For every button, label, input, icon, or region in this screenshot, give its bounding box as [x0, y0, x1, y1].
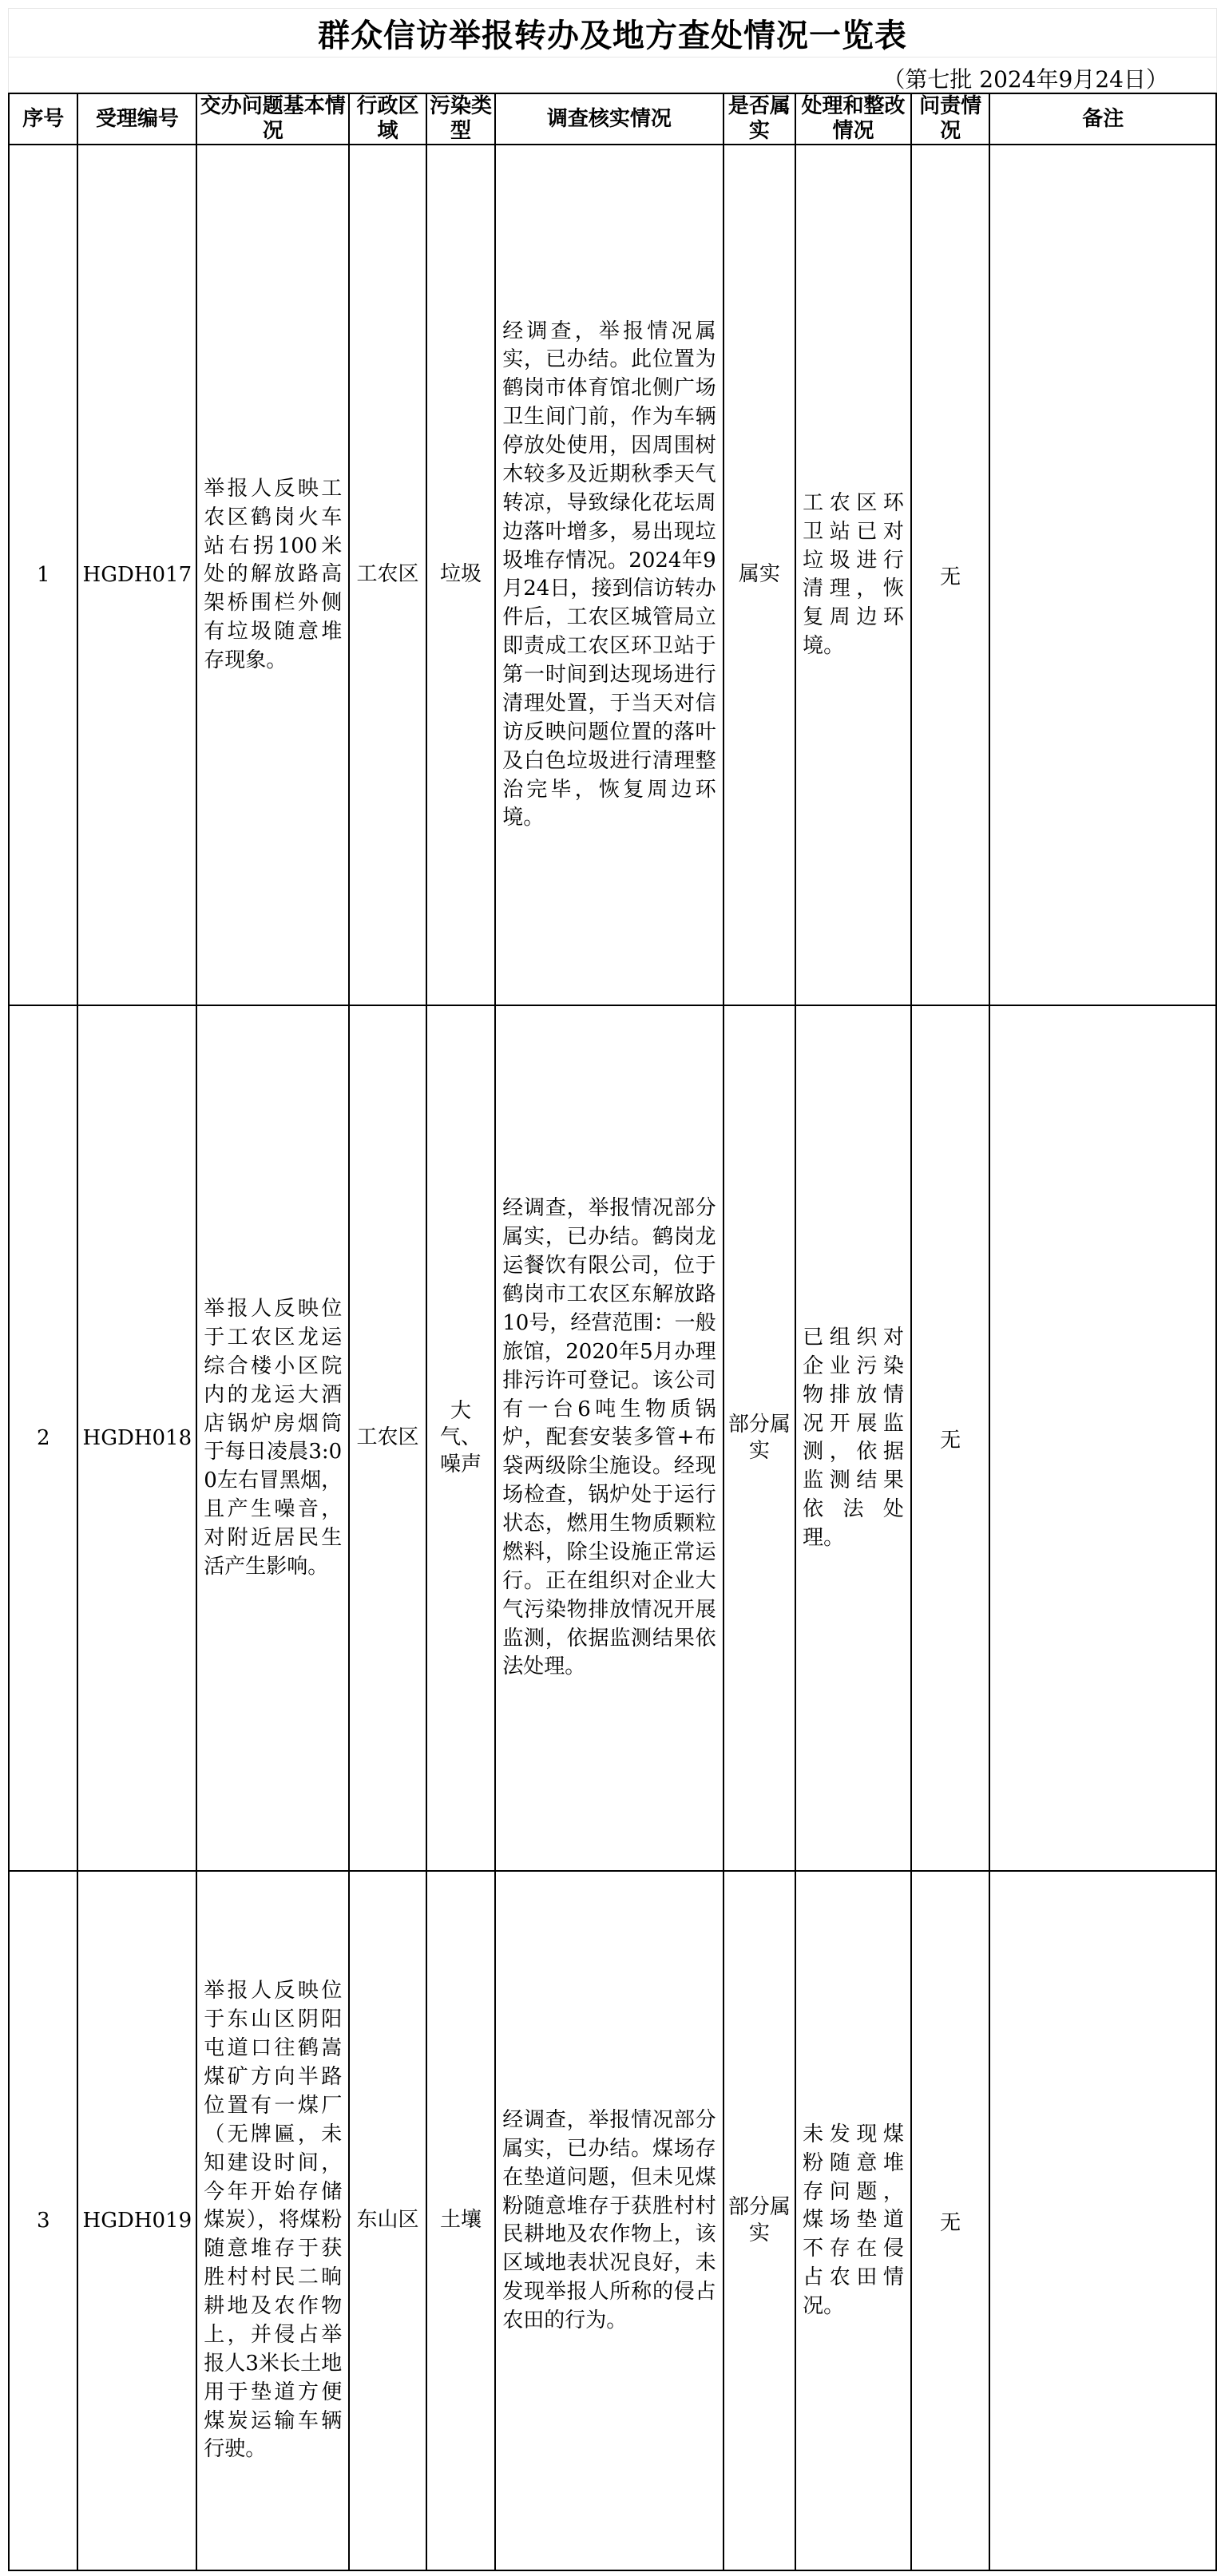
cell-remarks	[989, 1871, 1216, 2570]
cell-seq: 1	[9, 145, 77, 1005]
header-pollution: 污染类型	[426, 93, 495, 145]
cell-accountability: 无	[911, 1871, 990, 2570]
cell-verified: 属实	[724, 145, 795, 1005]
batch-date-text: （第七批 2024年9月24日）	[882, 66, 1168, 93]
cell-district: 工农区	[349, 145, 426, 1005]
cell-pollution: 垃圾	[426, 145, 495, 1005]
batch-date-line	[8, 57, 1217, 93]
cell-accountability: 无	[911, 145, 990, 1005]
header-seq: 序号	[9, 93, 77, 145]
table-row	[9, 1005, 1216, 1871]
cell-handling: 已组织对企业污染物排放情况开展监测，依据监测结果依法处理。	[795, 1005, 911, 1871]
header-accountability: 问责情况	[911, 93, 990, 145]
cell-code: HGDH019	[77, 1871, 196, 2570]
table-row	[9, 1871, 1216, 2570]
cell-pollution: 土壤	[426, 1871, 495, 2570]
header-issue: 交办问题基本情况	[196, 93, 349, 145]
cell-verified: 部分属实	[724, 1005, 795, 1871]
cell-pollution: 大气、噪声	[426, 1005, 495, 1871]
header-code: 受理编号	[77, 93, 196, 145]
cell-district: 东山区	[349, 1871, 426, 2570]
cell-investigation: 经调查，举报情况属实，已办结。此位置为鹤岗市体育馆北侧广场卫生间门前，作为车辆停放处使用，因周围树木较多及近期秋季天气转凉，导致绿化花坛周边落叶增多，易出现垃圾堆存情况。2024年9月24日，接到信访转办件后，工农区城管局立即责成工农区环卫站于第一时间到达现场进行清理处置，于当天对信访反映问题位置的落叶及白色垃圾进行清理整治完毕，恢复周边环境。	[495, 145, 724, 1005]
table-row	[9, 145, 1216, 1005]
cell-code: HGDH017	[77, 145, 196, 1005]
table-header-row	[9, 93, 1216, 145]
header-district: 行政区域	[349, 93, 426, 145]
cell-handling: 未发现煤粉随意堆存问题，煤场垫道不存在侵占农田情况。	[795, 1871, 911, 2570]
complaint-table	[8, 93, 1217, 2571]
cell-code: HGDH018	[77, 1005, 196, 1871]
cell-district: 工农区	[349, 1005, 426, 1871]
header-verified: 是否属实	[724, 93, 795, 145]
cell-verified: 部分属实	[724, 1871, 795, 2570]
cell-handling: 工农区环卫站已对垃圾进行清理，恢复周边环境。	[795, 145, 911, 1005]
cell-seq: 3	[9, 1871, 77, 2570]
header-investigation: 调查核实情况	[495, 93, 724, 145]
cell-remarks	[989, 1005, 1216, 1871]
header-remarks: 备注	[989, 93, 1216, 145]
header-handling: 处理和整改情况	[795, 93, 911, 145]
document-sheet	[8, 8, 1217, 2568]
cell-remarks	[989, 145, 1216, 1005]
cell-investigation: 经调查，举报情况部分属实，已办结。鹤岗龙运餐饮有限公司，位于鹤岗市工农区东解放路10号，经营范围：一般旅馆，2020年5月办理排污许可登记。该公司有一台6吨生物质锅炉，配套安装多管+布袋两级除尘施设。经现场检查，锅炉处于运行状态，燃用生物质颗粒燃料，除尘设施正常运行。正在组织对企业大气污染物排放情况开展监测，依据监测结果依法处理。	[495, 1005, 724, 1871]
cell-issue: 举报人反映位于东山区阴阳屯道口往鹤嵩煤矿方向半路位置有一煤厂（无牌匾，未知建设时间，今年开始存储煤炭），将煤粉随意堆存于获胜村村民二晌耕地及农作物上，并侵占举报人3米长土地用于垫道方便煤炭运输车辆行驶。	[196, 1871, 349, 2570]
cell-investigation: 经调查，举报情况部分属实，已办结。煤场存在垫道问题，但未见煤粉随意堆存于获胜村村民耕地及农作物上，该区域地表状况良好，未发现举报人所称的侵占农田的行为。	[495, 1871, 724, 2570]
cell-issue: 举报人反映工农区鹤岗火车站右拐100米处的解放路高架桥围栏外侧有垃圾随意堆存现象。	[196, 145, 349, 1005]
cell-seq: 2	[9, 1005, 77, 1871]
document-title: 群众信访举报转办及地方查处情况一览表	[8, 8, 1217, 57]
cell-issue: 举报人反映位于工农区龙运综合楼小区院内的龙运大酒店锅炉房烟筒于每日凌晨3:00左右冒黑烟，且产生噪音，对附近居民生活产生影响。	[196, 1005, 349, 1871]
cell-accountability: 无	[911, 1005, 990, 1871]
